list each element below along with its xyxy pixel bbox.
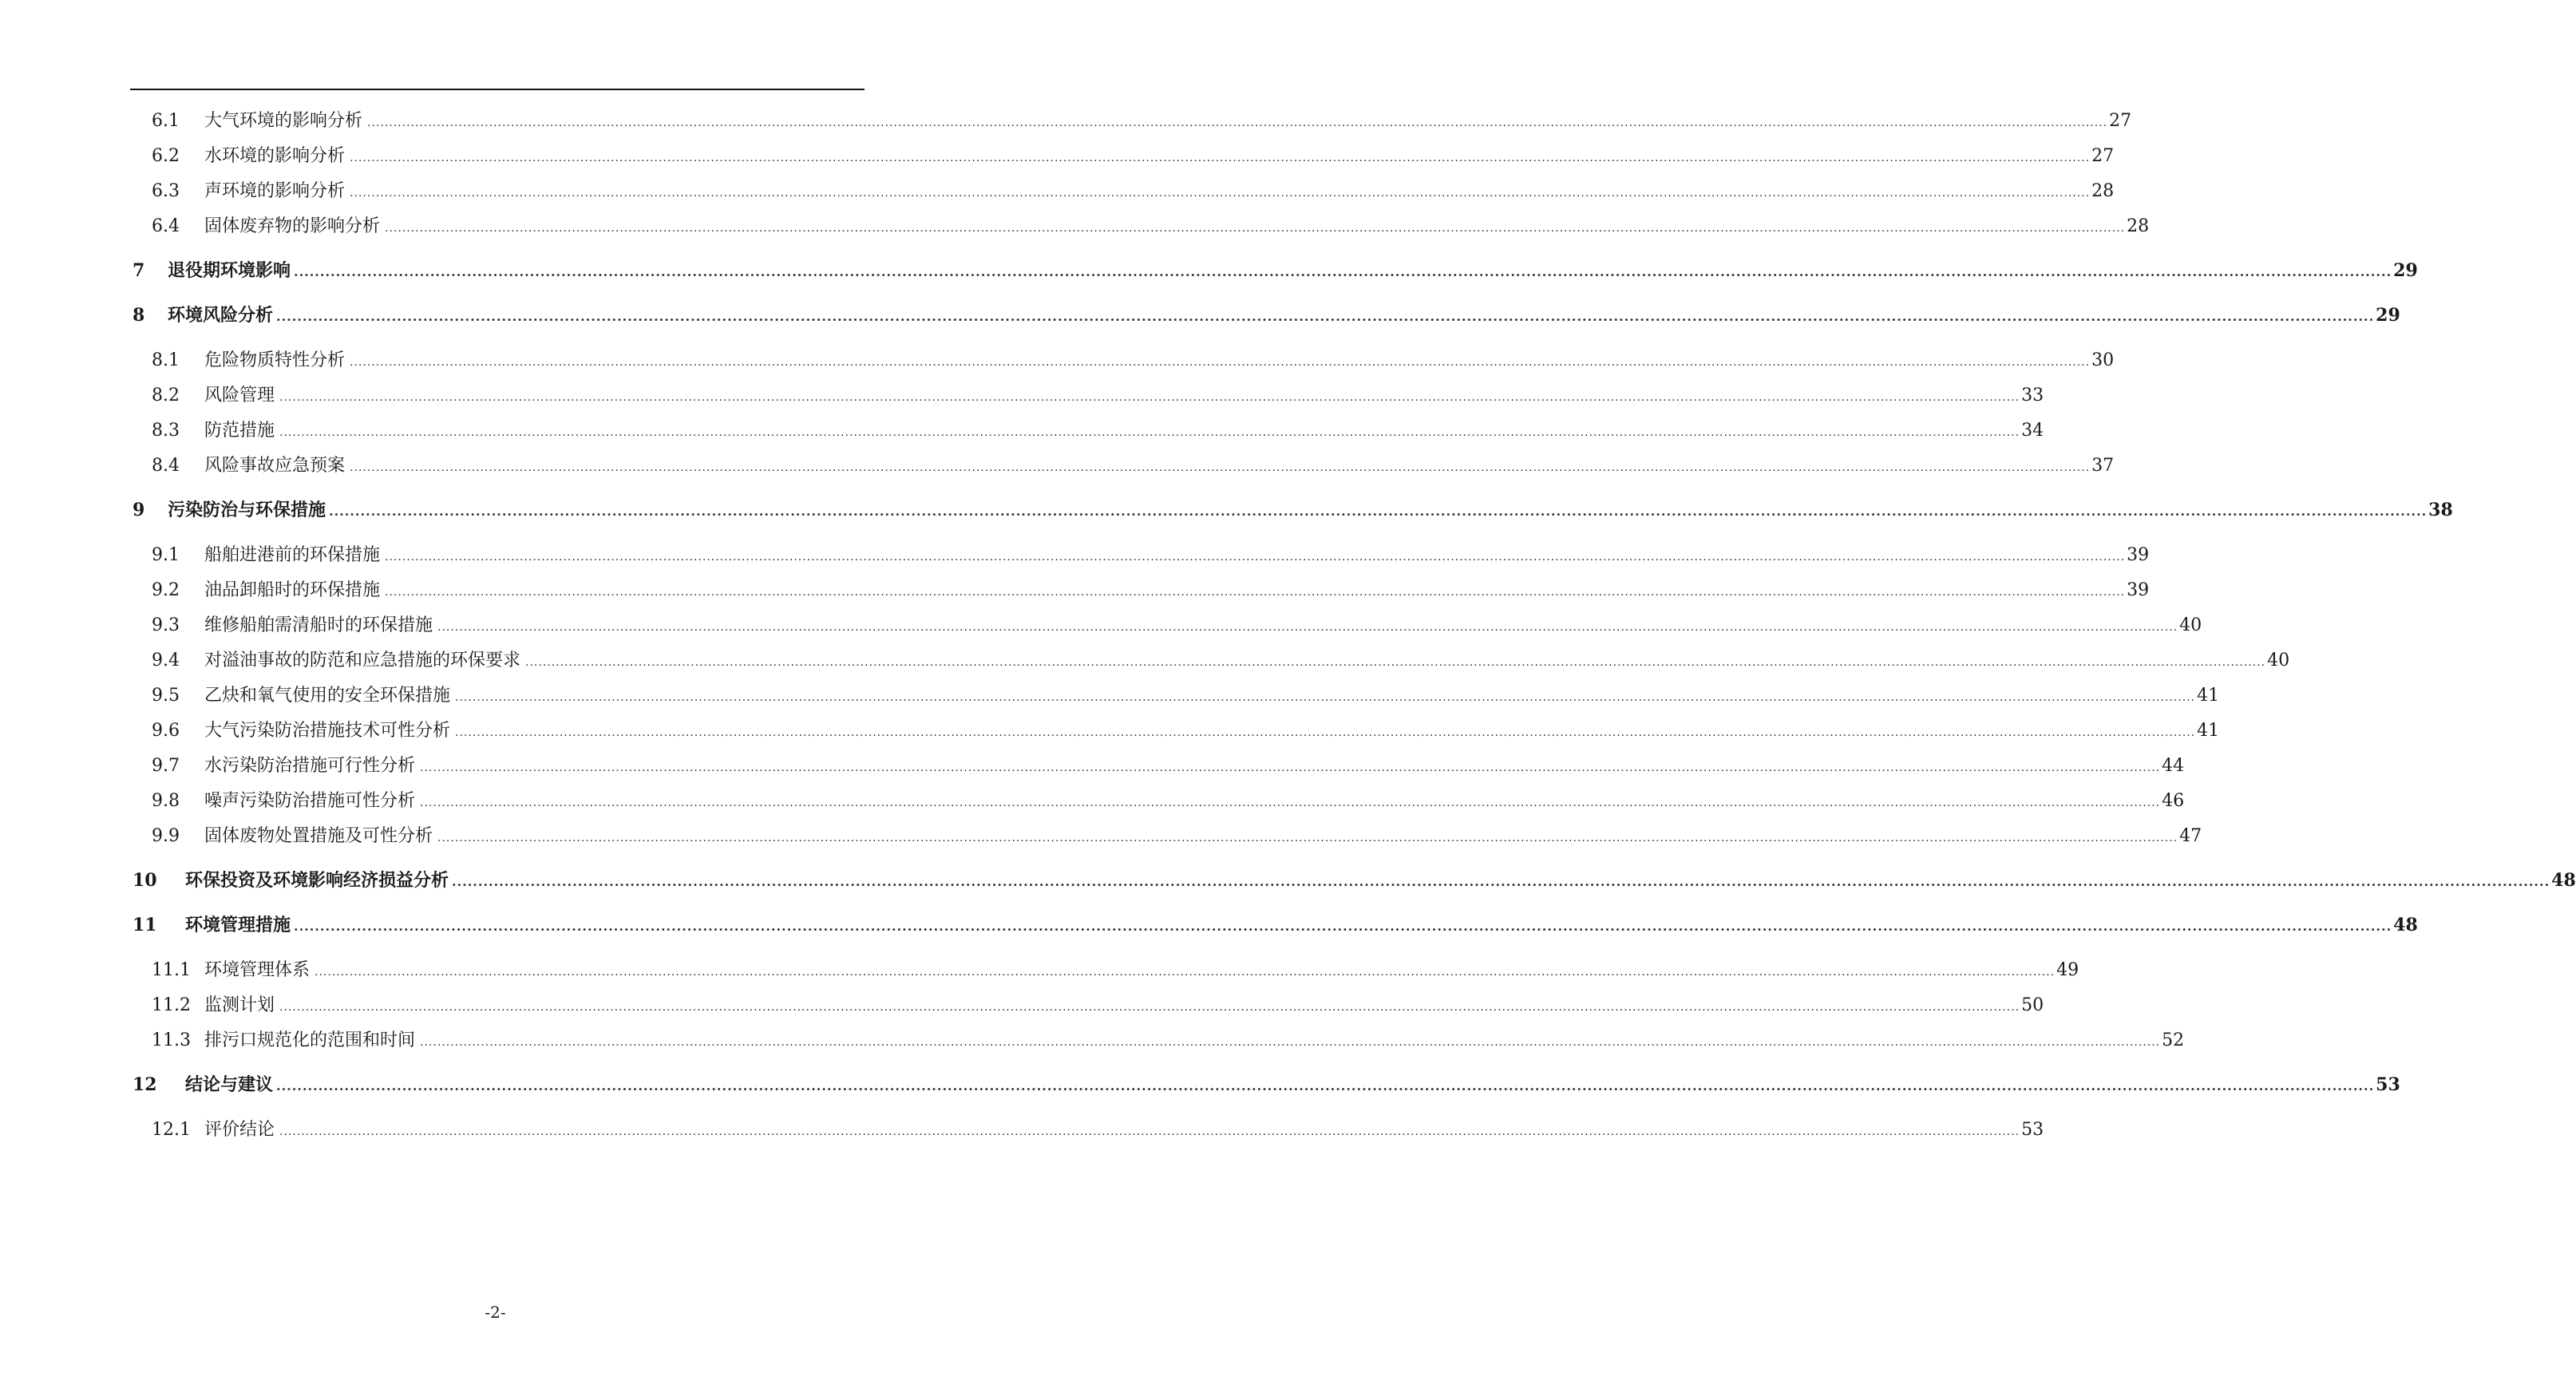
toc-entry-number: 8 bbox=[133, 305, 145, 326]
toc-entry-number: 9.5 bbox=[152, 686, 180, 706]
toc-dot-leader: ................................................................................................................................................................................................................................................................................................................................................................................................................ bbox=[279, 1001, 2020, 1014]
toc-entry[interactable] bbox=[152, 611, 2202, 637]
toc-entry-page: 29 bbox=[2376, 305, 2400, 326]
toc-entry-title: 船舶进港前的环保措施 bbox=[204, 545, 381, 565]
toc-dot-leader: ................................................................................................................................................................................................................................................................................................................................................................................................................ bbox=[276, 1078, 2375, 1094]
toc-entry[interactable] bbox=[152, 576, 2150, 602]
toc-entry-number: 9.2 bbox=[152, 580, 180, 600]
toc-entry-page: 38 bbox=[2428, 500, 2453, 520]
toc-entry-page: 48 bbox=[2551, 870, 2576, 891]
toc-entry-number: 6.4 bbox=[152, 216, 180, 236]
toc-entry[interactable] bbox=[152, 382, 2044, 407]
toc-entry[interactable] bbox=[152, 346, 2115, 372]
toc-dot-leader: ................................................................................................................................................................................................................................................................................................................................................................................................................ bbox=[315, 966, 2056, 979]
toc-entry[interactable] bbox=[152, 417, 2044, 442]
toc-entry-page: 50 bbox=[2021, 995, 2044, 1015]
toc-entry-title: 风险管理 bbox=[204, 386, 275, 405]
toc-dot-leader: ................................................................................................................................................................................................................................................................................................................................................................................................................ bbox=[367, 117, 2108, 129]
toc-dot-leader: ................................................................................................................................................................................................................................................................................................................................................................................................................ bbox=[420, 1036, 2161, 1049]
toc-dot-leader: ................................................................................................................................................................................................................................................................................................................................................................................................................ bbox=[350, 152, 2091, 164]
toc-entry-page: 46 bbox=[2162, 791, 2185, 811]
toc-entry-title: 油品卸船时的环保措施 bbox=[204, 580, 381, 600]
toc-entry-number: 9.3 bbox=[152, 615, 180, 635]
toc-entry-title: 环境管理措施 bbox=[185, 915, 291, 935]
header-rule bbox=[130, 89, 865, 90]
toc-dot-leader: ................................................................................................................................................................................................................................................................................................................................................................................................................ bbox=[525, 656, 2266, 669]
toc-dot-leader: ................................................................................................................................................................................................................................................................................................................................................................................................................ bbox=[350, 461, 2091, 474]
toc-entry-page: 41 bbox=[2197, 721, 2220, 741]
toc-entry-number: 12.1 bbox=[152, 1120, 191, 1140]
toc-entry[interactable] bbox=[152, 991, 2044, 1017]
toc-entry-page: 27 bbox=[2109, 111, 2132, 131]
toc-entry-number: 9.1 bbox=[152, 545, 180, 565]
toc-entry[interactable] bbox=[152, 822, 2202, 848]
toc-entry[interactable] bbox=[152, 177, 2115, 203]
toc-entry-number: 9.6 bbox=[152, 721, 180, 741]
page-number: -2- bbox=[485, 1303, 506, 1322]
toc-entry-title: 危险物质特性分析 bbox=[204, 350, 346, 370]
toc-entry[interactable] bbox=[133, 867, 2576, 892]
toc-dot-leader: ................................................................................................................................................................................................................................................................................................................................................................................................................ bbox=[385, 551, 2126, 564]
toc-entry-page: 29 bbox=[2393, 260, 2418, 281]
toc-entry-page: 27 bbox=[2091, 146, 2115, 166]
toc-entry-number: 8.2 bbox=[152, 386, 180, 405]
toc-entry-page: 37 bbox=[2091, 456, 2115, 476]
toc-entry-title: 环境风险分析 bbox=[168, 305, 274, 326]
toc-entry-title: 环保投资及环境影响经济损益分析 bbox=[185, 870, 449, 891]
toc-entry-number: 9.8 bbox=[152, 791, 180, 811]
toc-entry-page: 53 bbox=[2021, 1120, 2044, 1140]
toc-dot-leader: ................................................................................................................................................................................................................................................................................................................................................................................................................ bbox=[279, 391, 2020, 404]
toc-dot-leader: ................................................................................................................................................................................................................................................................................................................................................................................................................ bbox=[350, 187, 2091, 200]
toc-entry[interactable] bbox=[152, 1116, 2044, 1141]
toc-entry-number: 6.3 bbox=[152, 181, 180, 201]
toc-entry-title: 排污口规范化的范围和时间 bbox=[204, 1030, 416, 1050]
toc-entry[interactable] bbox=[152, 787, 2185, 813]
toc-dot-leader: ................................................................................................................................................................................................................................................................................................................................................................................................................ bbox=[279, 426, 2020, 439]
toc-entry-title: 退役期环境影响 bbox=[168, 260, 291, 281]
toc-entry[interactable] bbox=[133, 1071, 2400, 1097]
toc-entry-title: 水环境的影响分析 bbox=[204, 146, 346, 166]
toc-entry-page: 30 bbox=[2091, 350, 2115, 370]
toc-entry[interactable] bbox=[133, 257, 2418, 283]
toc-entry-page: 34 bbox=[2021, 421, 2044, 441]
toc-entry-title: 大气污染防治措施技术可性分析 bbox=[204, 721, 451, 741]
toc-entry-title: 结论与建议 bbox=[185, 1074, 274, 1095]
toc-entry[interactable] bbox=[133, 302, 2400, 327]
toc-entry-page: 28 bbox=[2091, 181, 2115, 201]
toc-entry-page: 53 bbox=[2376, 1074, 2400, 1095]
toc-entry-title: 风险事故应急预案 bbox=[204, 456, 346, 476]
toc-entry-number: 10 bbox=[133, 870, 157, 891]
toc-entry[interactable] bbox=[152, 142, 2115, 168]
toc-entry[interactable] bbox=[152, 541, 2150, 567]
toc-entry-page: 33 bbox=[2021, 386, 2044, 405]
toc-dot-leader: ................................................................................................................................................................................................................................................................................................................................................................................................................ bbox=[437, 621, 2178, 634]
toc-entry-title: 污染防治与环保措施 bbox=[168, 500, 326, 520]
toc-entry-page: 39 bbox=[2127, 545, 2150, 565]
toc-entry-title: 评价结论 bbox=[204, 1120, 275, 1140]
toc-dot-leader: ................................................................................................................................................................................................................................................................................................................................................................................................................ bbox=[294, 264, 2392, 279]
toc-entry-title: 固体废弃物的影响分析 bbox=[204, 216, 381, 236]
toc-entry[interactable] bbox=[152, 752, 2185, 777]
toc-dot-leader: ................................................................................................................................................................................................................................................................................................................................................................................................................ bbox=[455, 691, 2196, 704]
toc-entry-number: 8.1 bbox=[152, 350, 180, 370]
toc-dot-leader: ................................................................................................................................................................................................................................................................................................................................................................................................................ bbox=[452, 874, 2550, 889]
toc-entry-number: 12 bbox=[133, 1074, 157, 1095]
toc-entry-page: 40 bbox=[2179, 615, 2202, 635]
toc-entry[interactable] bbox=[152, 1026, 2185, 1052]
toc-entry-page: 39 bbox=[2127, 580, 2150, 600]
toc-entry-page: 47 bbox=[2179, 826, 2202, 846]
toc-entry-number: 9.7 bbox=[152, 756, 180, 776]
toc-entry-number: 11 bbox=[133, 915, 157, 935]
toc-entry-title: 监测计划 bbox=[204, 995, 275, 1015]
toc-entry-page: 44 bbox=[2162, 756, 2185, 776]
toc-entry-title: 声环境的影响分析 bbox=[204, 181, 346, 201]
toc-entry[interactable] bbox=[152, 107, 2132, 132]
toc-entry[interactable] bbox=[133, 912, 2418, 937]
toc-entry-title: 大气环境的影响分析 bbox=[204, 111, 363, 131]
toc-entry[interactable] bbox=[152, 717, 2220, 742]
toc-entry[interactable] bbox=[152, 452, 2115, 477]
toc-dot-leader: ................................................................................................................................................................................................................................................................................................................................................................................................................ bbox=[276, 309, 2375, 324]
toc-entry-page: 48 bbox=[2393, 915, 2418, 935]
toc-entry-page: 28 bbox=[2127, 216, 2150, 236]
toc-entry-number: 11.1 bbox=[152, 960, 191, 980]
toc-entry-title: 水污染防治措施可行性分析 bbox=[204, 756, 416, 776]
toc-entry-number: 8.4 bbox=[152, 456, 180, 476]
toc-entry-page: 41 bbox=[2197, 686, 2220, 706]
toc-dot-leader: ................................................................................................................................................................................................................................................................................................................................................................................................................ bbox=[420, 761, 2161, 774]
toc-entry-number: 9 bbox=[133, 500, 145, 520]
toc-entry-number: 7 bbox=[133, 260, 145, 281]
toc-dot-leader: ................................................................................................................................................................................................................................................................................................................................................................................................................ bbox=[329, 504, 2428, 519]
toc-entry-page: 52 bbox=[2162, 1030, 2185, 1050]
toc-entry-page: 40 bbox=[2267, 651, 2290, 670]
toc-entry[interactable] bbox=[152, 956, 2079, 982]
toc-entry-number: 11.3 bbox=[152, 1030, 191, 1050]
toc-entry-number: 11.2 bbox=[152, 995, 191, 1015]
toc-entry-title: 维修船舶需清船时的环保措施 bbox=[204, 615, 433, 635]
toc-dot-leader: ................................................................................................................................................................................................................................................................................................................................................................................................................ bbox=[294, 919, 2392, 934]
toc-dot-leader: ................................................................................................................................................................................................................................................................................................................................................................................................................ bbox=[437, 832, 2178, 844]
toc-entry-page: 49 bbox=[2056, 960, 2079, 980]
toc-entry-title: 噪声污染防治措施可性分析 bbox=[204, 791, 416, 811]
toc-entry-title: 环境管理体系 bbox=[204, 960, 311, 980]
toc-entry-number: 6.2 bbox=[152, 146, 180, 166]
toc-dot-leader: ................................................................................................................................................................................................................................................................................................................................................................................................................ bbox=[420, 797, 2161, 809]
toc-dot-leader: ................................................................................................................................................................................................................................................................................................................................................................................................................ bbox=[279, 1125, 2020, 1138]
toc-entry[interactable] bbox=[152, 647, 2290, 672]
toc-dot-leader: ................................................................................................................................................................................................................................................................................................................................................................................................................ bbox=[350, 356, 2091, 369]
toc-entry[interactable] bbox=[152, 212, 2150, 238]
toc-entry-title: 固体废物处置措施及可性分析 bbox=[204, 826, 433, 846]
toc-entry-number: 8.3 bbox=[152, 421, 180, 441]
toc-entry-title: 防范措施 bbox=[204, 421, 275, 441]
toc-entry-title: 对溢油事故的防范和应急措施的环保要求 bbox=[204, 651, 521, 670]
toc-entry[interactable] bbox=[152, 682, 2220, 707]
toc-entry-title: 乙炔和氧气使用的安全环保措施 bbox=[204, 686, 451, 706]
toc-entry[interactable] bbox=[133, 496, 2453, 522]
toc-dot-leader: ................................................................................................................................................................................................................................................................................................................................................................................................................ bbox=[385, 222, 2126, 235]
toc-entry-number: 9.9 bbox=[152, 826, 180, 846]
toc-dot-leader: ................................................................................................................................................................................................................................................................................................................................................................................................................ bbox=[385, 586, 2126, 599]
toc-entry-number: 9.4 bbox=[152, 651, 180, 670]
toc-dot-leader: ................................................................................................................................................................................................................................................................................................................................................................................................................ bbox=[455, 726, 2196, 739]
toc-entry-number: 6.1 bbox=[152, 111, 180, 131]
